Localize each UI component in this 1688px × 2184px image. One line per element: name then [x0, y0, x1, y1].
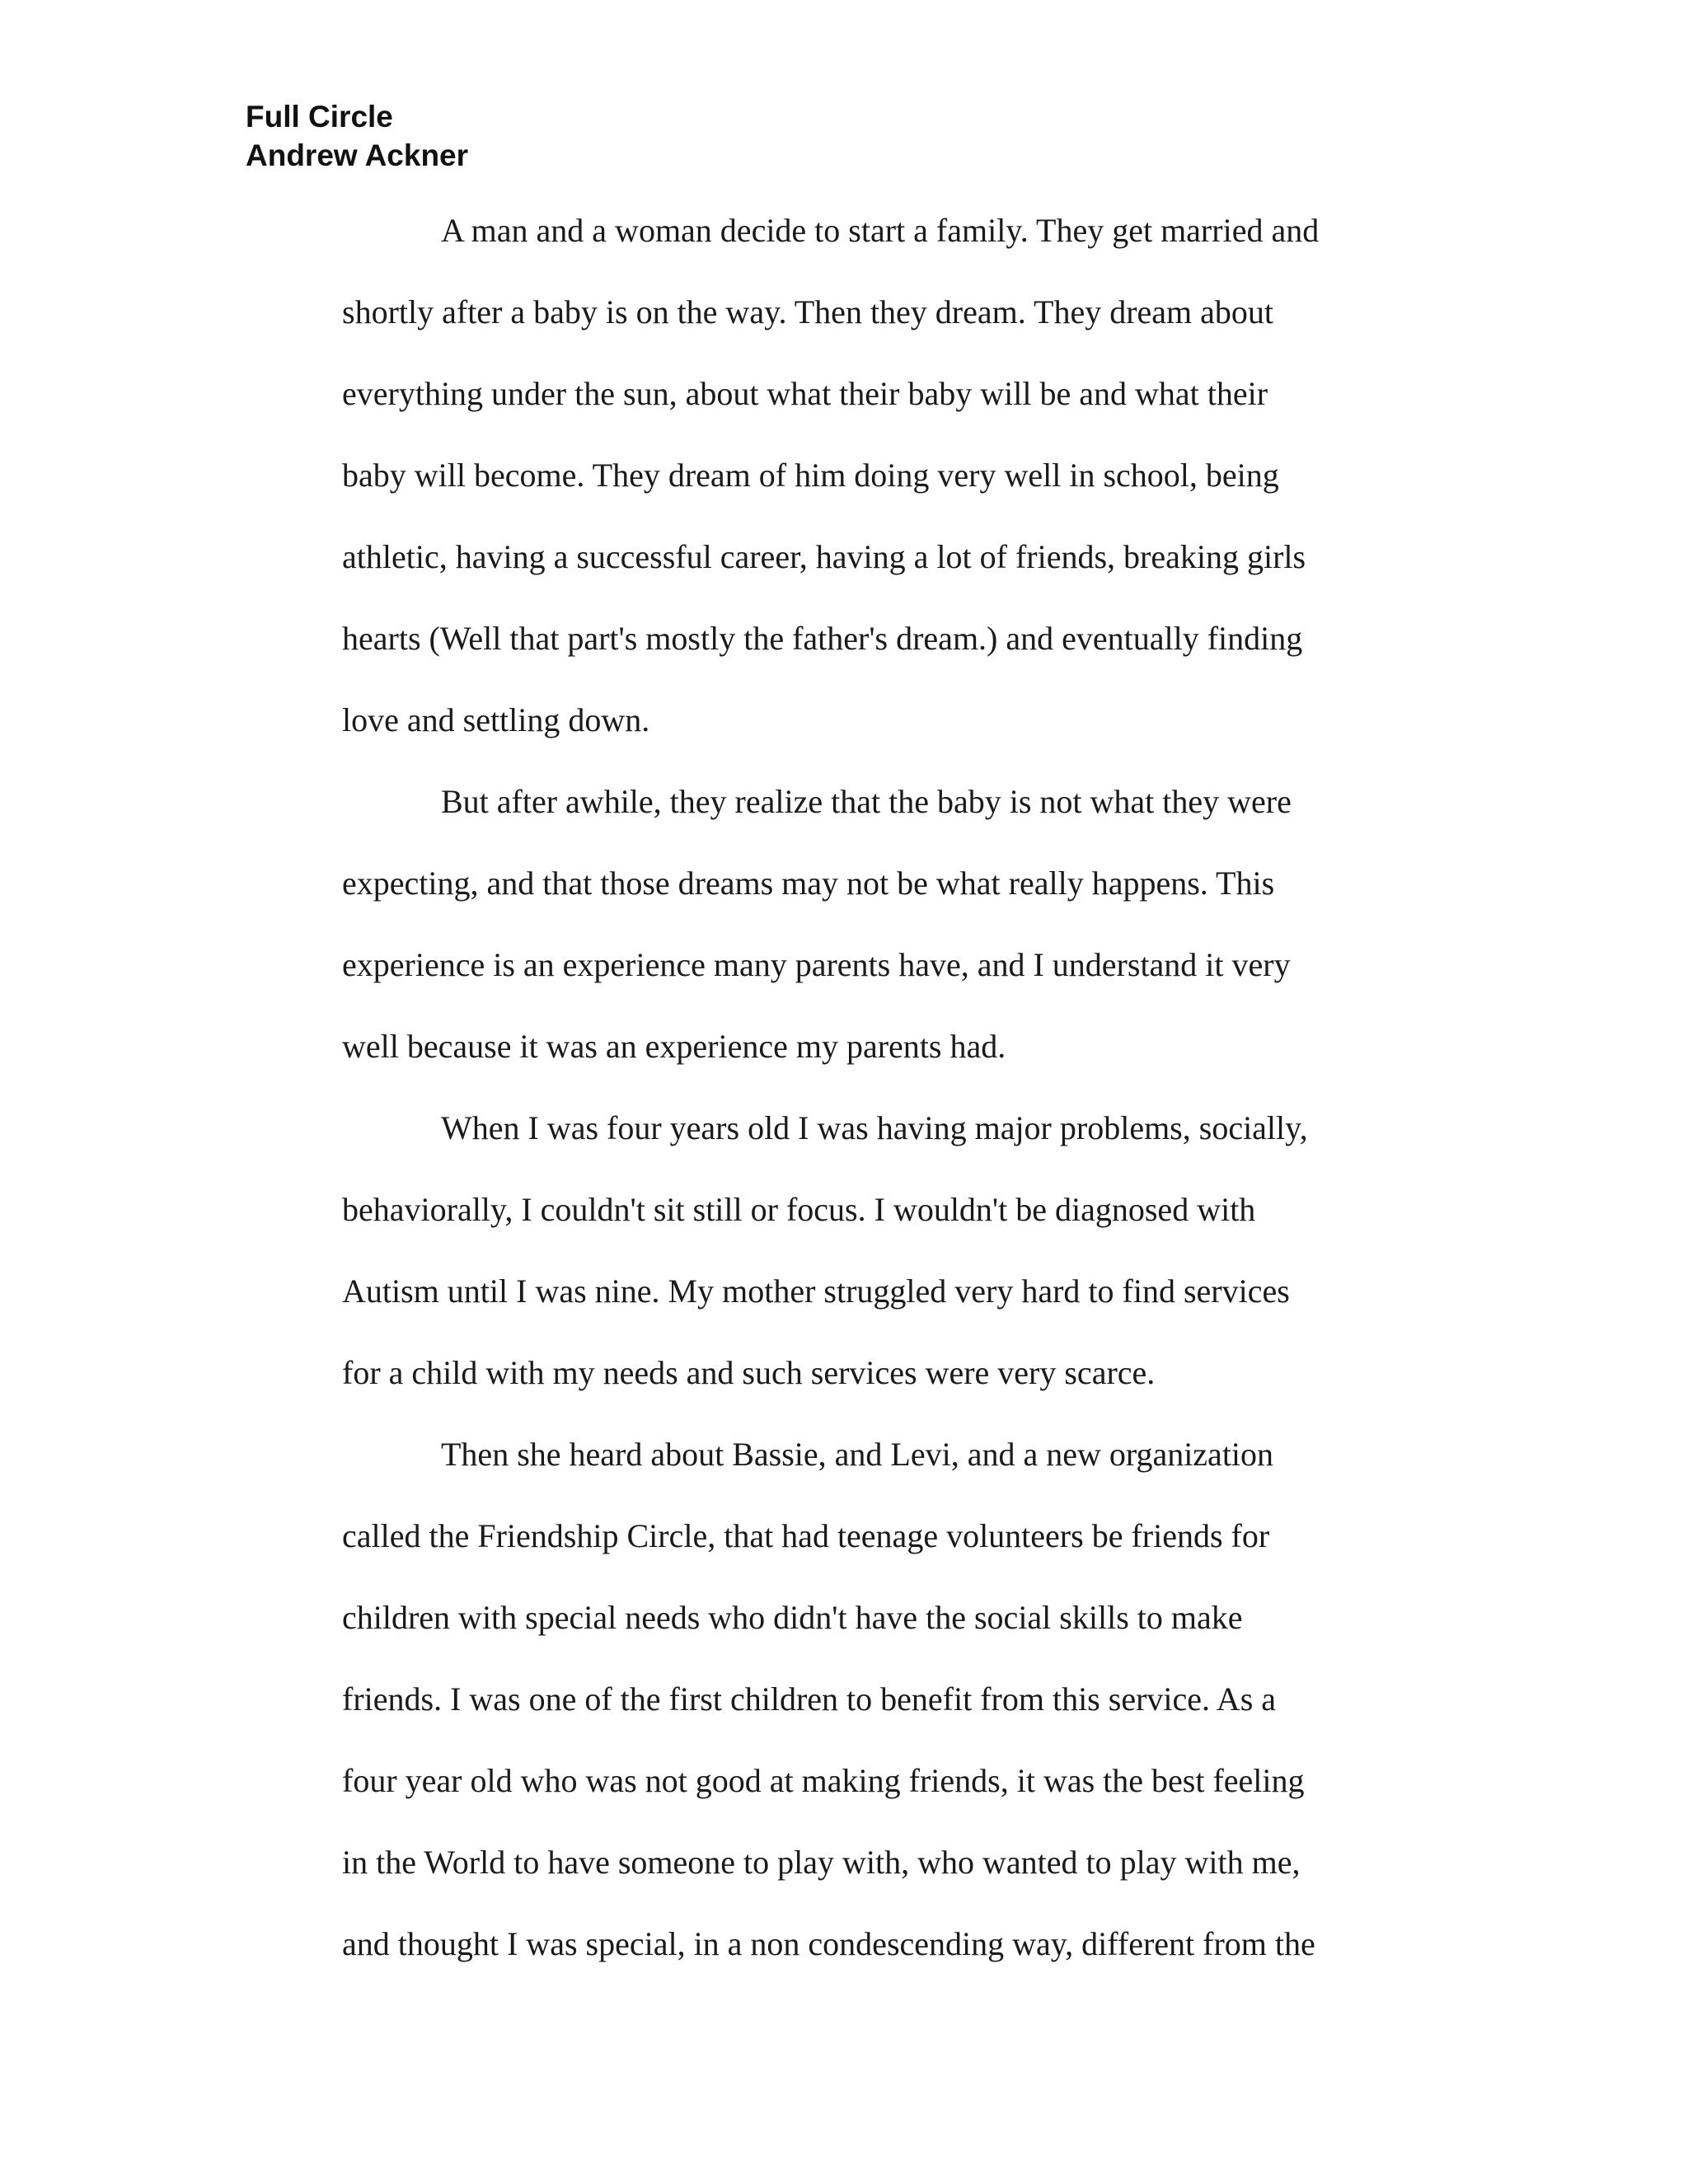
document-title: Full Circle: [246, 100, 393, 134]
body-line: hearts (Well that part's mostly the father's dream.) and eventually finding: [342, 620, 1303, 657]
document-header: [246, 97, 468, 175]
body-line: for a child with my needs and such services were very scarce.: [342, 1354, 1156, 1391]
body-line: athletic, having a successful career, having a lot of friends, breaking girls: [342, 538, 1306, 575]
document-body: [342, 190, 1414, 1985]
document-author: Andrew Ackner: [246, 138, 469, 172]
body-line: and thought I was special, in a non condescending way, different from the: [342, 1925, 1315, 1962]
body-line: in the World to have someone to play with, who wanted to play with me,: [342, 1844, 1301, 1881]
body-line: shortly after a baby is on the way. Then they dream. They dream about: [342, 293, 1274, 330]
body-line: everything under the sun, about what their baby will be and what their: [342, 375, 1268, 412]
body-line: friends. I was one of the first children to benefit from this service. As a: [342, 1680, 1277, 1718]
body-line: But after awhile, they realize that the baby is not what they were: [441, 783, 1292, 820]
body-line: children with special needs who didn't have the social skills to make: [342, 1599, 1243, 1636]
body-line: love and settling down.: [342, 701, 650, 738]
body-line: expecting, and that those dreams may not be what really happens. This: [342, 865, 1275, 902]
body-line: well because it was an experience my parents had.: [342, 1028, 1006, 1065]
body-line: called the Friendship Circle, that had teenage volunteers be friends for: [342, 1517, 1270, 1554]
body-line: A man and a woman decide to start a family. They get married and: [441, 212, 1320, 249]
body-line: When I was four years old I was having major problems, socially,: [441, 1109, 1308, 1146]
body-line: four year old who was not good at making friends, it was the best feeling: [342, 1762, 1305, 1799]
body-line: experience is an experience many parents have, and I understand it very: [342, 946, 1291, 983]
body-line: Then she heard about Bassie, and Levi, and a new organization: [441, 1436, 1274, 1473]
body-line: baby will become. They dream of him doing very well in school, being: [342, 457, 1279, 494]
body-line: Autism until I was nine. My mother struggled very hard to find services: [342, 1272, 1290, 1310]
body-line: behaviorally, I couldn't sit still or focus. I wouldn't be diagnosed with: [342, 1191, 1256, 1228]
